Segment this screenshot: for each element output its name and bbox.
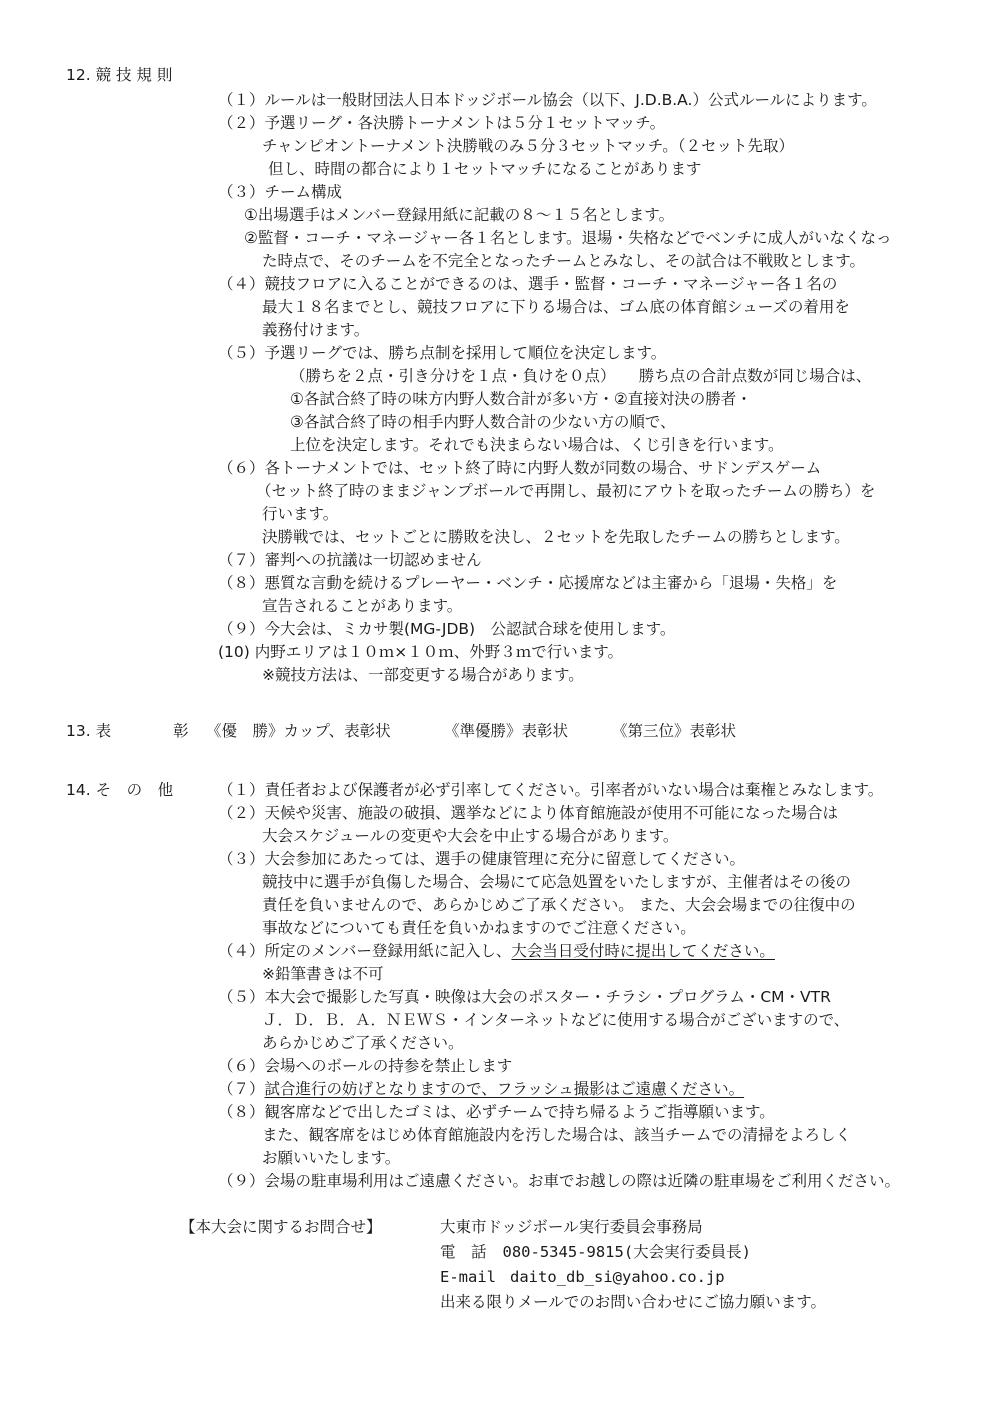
other-4-underlined: 大会当日受付時に提出してください。 — [511, 942, 775, 960]
contact-label: 【本大会に関するお問合せ】 — [180, 1218, 382, 1236]
rule-6: （６）各トーナメントでは、セット終了時に内野人数が同数の場合、サドンデスゲーム — [218, 459, 822, 477]
section-12-heading: 12. 競 技 規 則 — [66, 66, 173, 84]
rule-3-item-2: ②監督・コーチ・マネージャー各１名とします。退場・失格などでベンチに成人がいなくなっ — [244, 229, 892, 247]
rule-6-line-4: 決勝戦では、セットごとに勝敗を決し、２セットを先取したチームの勝ちとします。 — [262, 528, 850, 546]
other-7 — [218, 1078, 744, 1100]
other-9: （９）会場の駐車場利用はご遠慮ください。お車でお越しの際は近隣の駐車場をご利用ください。 — [218, 1172, 901, 1190]
rule-6-line-2: （セット終了時のままジャンプボールで再開し、最初にアウトを取ったチームの勝ち）を — [256, 482, 876, 500]
rule-5-tiebreak-1: ①各試合終了時の味方内野人数合計が多い方・②直接対決の勝者・ — [290, 390, 752, 408]
email-label: E-mail — [440, 1268, 496, 1286]
other-5-line-2: Ｊ．Ｄ．Ｂ．Ａ．ＮＥＷＳ・インターネットなどに使用する場合がございますので、 — [262, 1011, 850, 1029]
other-8: （８）観客席などで出したゴミは、必ずチームで持ち帰るようご指導願います。 — [218, 1103, 775, 1121]
rule-3-item-1: ①出場選手はメンバー登録用紙に記載の８～１５名とします。 — [244, 206, 675, 224]
rule-8: （８）悪質な言動を続けるプレーヤー・ベンチ・応援席などは主審から「退場・失格」を — [218, 574, 838, 592]
phone-number: 080-5345-9815(大会実行委員長) — [502, 1243, 751, 1261]
rule-3: （３）チーム構成 — [218, 183, 343, 201]
rule-2-line-2: チャンピオントーナメント決勝戦のみ５分３セットマッチ。（２セット先取） — [262, 137, 794, 155]
award-runner-up: 《準優勝》表彰状 — [444, 722, 569, 740]
other-5: （５）本大会で撮影した写真・映像は大会のポスター・チラシ・プログラム・CM・VTR — [218, 988, 831, 1006]
other-3-line-3: 責任を負いませんので、あらかじめご了承ください。 また、大会会場までの往復中の — [262, 896, 856, 914]
rule-4-line-3: 義務付けます。 — [262, 321, 370, 339]
contact-note: 出来る限りメールでのお問い合わせにご協力願います。 — [440, 1293, 826, 1311]
award-winner: 《優 勝》カップ、表彰状 — [206, 722, 391, 740]
phone-label: 電 話 — [440, 1243, 487, 1261]
other-3: （３）大会参加にあたっては、選手の健康管理に充分に留意してください。 — [218, 850, 746, 868]
rule-4: （４）競技フロアに入ることができるのは、選手・監督・コーチ・マネージャー各１名の — [218, 275, 838, 293]
section-13-heading: 13. 表 彰 — [66, 722, 189, 740]
other-7-underlined: 試合進行の妨げとなりますので、フラッシュ撮影はご遠慮ください。 — [264, 1080, 745, 1098]
rule-5-tiebreak-2: ③各試合終了時の相手内野人数合計の少ない方の順で、 — [290, 413, 676, 431]
other-6: （６）会場へのボールの持参を禁止します — [218, 1057, 513, 1075]
rule-2-line-3: 但し、時間の都合により１セットマッチになることがあります — [268, 160, 702, 178]
rule-8-line-2: 宣告されることがあります。 — [262, 597, 463, 615]
rule-2: （２）予選リーグ・各決勝トーナメントは５分１セットマッチ。 — [218, 114, 666, 132]
rule-4-line-2: 最大１８名までとし、競技フロアに下りる場合は、ゴム底の体育館シューズの着用を — [262, 298, 850, 316]
rule-5: （５）予選リーグでは、勝ち点制を採用して順位を決定します。 — [218, 344, 667, 362]
other-8-line-3: お願いいたします。 — [262, 1149, 401, 1167]
rule-3-item-2-cont: た時点で、そのチームを不完全となったチームとみなし、その試合は不戦敗とします。 — [262, 252, 865, 270]
contact-office: 大東市ドッジボール実行委員会事務局 — [440, 1218, 703, 1236]
rule-1: （１）ルールは一般財団法人日本ドッジボール協会（以下、J.D.B.A.）公式ルールによります。 — [218, 91, 877, 109]
email-link[interactable]: daito_db_si@yahoo.co.jp — [510, 1268, 725, 1286]
other-2-line-2: 大会スケジュールの変更や大会を中止する場合があります。 — [262, 827, 679, 845]
section-14-heading: 14. そ の 他 — [66, 781, 174, 799]
rule-9: （９）今大会は、ミカサ製(MG-JDB) 公認試合球を使用します。 — [218, 620, 676, 638]
other-4-text: （４）所定のメンバー登録用紙に記入し、 — [218, 942, 512, 960]
other-4 — [218, 940, 775, 962]
other-3-line-2: 競技中に選手が負傷した場合、会場にて応急処置をいたしますが、主催者はその後の — [262, 873, 852, 891]
award-third: 《第三位》表彰状 — [612, 722, 737, 740]
rule-5-points: （勝ちを２点・引き分けを１点・負けを０点） 勝ち点の合計点数が同じ場合は、 — [290, 367, 872, 385]
rule-10: (10) 内野エリアは１０ｍ×１０ｍ、外野３ｍで行います。 — [218, 643, 623, 661]
contact-email-row — [440, 1266, 725, 1288]
rule-6-line-3: 行います。 — [262, 505, 339, 523]
other-1: （１）責任者および保護者が必ず引率してください。引率者がいない場合は棄権とみなします。 — [218, 781, 884, 799]
other-7-number: （７） — [218, 1080, 265, 1098]
other-5-line-3: あらかじめご了承ください。 — [262, 1034, 464, 1052]
other-8-line-2: また、観客席をはじめ体育館施設内を汚した場合は、該当チームでの清掃をよろしく — [262, 1126, 852, 1144]
other-3-line-4: 事故などについても責任を負いかねますのでご注意ください。 — [262, 919, 696, 937]
other-2: （２）天候や災害、施設の破損、選挙などにより体育館施設が使用不可能になった場合は — [218, 804, 839, 822]
rule-5-tiebreak-3: 上位を決定します。それでも決まらない場合は、くじ引きを行います。 — [290, 436, 784, 454]
rule-10-note: ※競技方法は、一部変更する場合があります。 — [262, 666, 584, 684]
rule-7: （７）審判への抗議は一切認めません — [218, 551, 482, 569]
other-4-note: ※鉛筆書きは不可 — [262, 965, 384, 983]
contact-phone-row — [440, 1241, 751, 1263]
